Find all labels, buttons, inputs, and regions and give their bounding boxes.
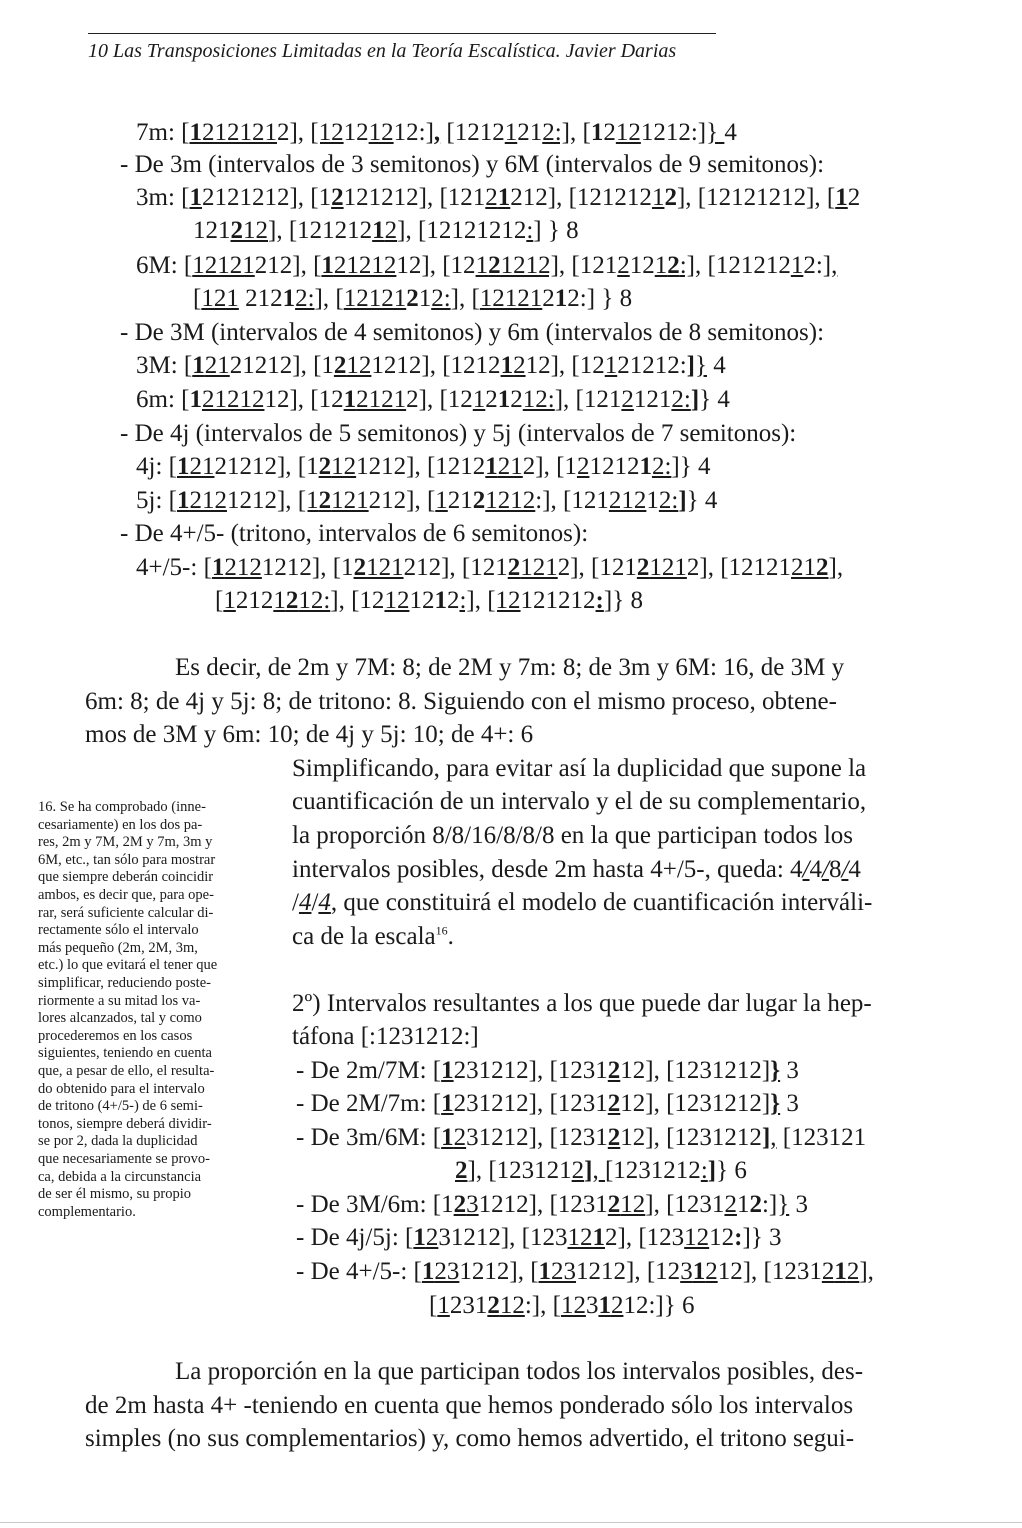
footnote-line: lores alcanzados, tal y como <box>38 1010 202 1027</box>
text-line: Es decir, de 2m y 7M: 8; de 2M y 7m: 8; de 3m y 6M: 16, de 3M y <box>175 654 845 681</box>
footnote-line: que siempre deberán coincidir <box>38 869 214 886</box>
page-bottom-edge <box>0 1522 1022 1523</box>
text-line: - De 2M/7m: [1231212], [1231212], [1231212]} 3 <box>296 1090 799 1117</box>
text-line: - De 3m (intervalos de 3 semitonos) y 6M (intervalos de 9 semitonos): <box>120 151 825 178</box>
text-line: La proporción en la que participan todos los intervalos posibles, des- <box>175 1358 864 1385</box>
footnote-line: 6M, etc., tan sólo para mostrar <box>38 851 216 868</box>
text-line: - De 4j (intervalos de 5 semitonos) y 5j (intervalos de 7 semitonos): <box>120 420 797 447</box>
running-header: 10 Las Transposiciones Limitadas en la Teoría Escalística. Javier Darias <box>88 40 677 62</box>
footnote-line: ambos, es decir que, para ope- <box>38 887 214 903</box>
footnote-line: rar, será suficiente calcular di- <box>38 904 214 921</box>
text-line: 2º) Intervalos resultantes a los que puede dar lugar la hep- <box>292 990 872 1017</box>
text-line: 6m: 8; de 4j y 5j: 8; de tritono: 8. Siguiendo con el mismo proceso, obtene- <box>85 688 837 715</box>
text-line: [1231212:], [1231212:]} 6 <box>429 1292 695 1319</box>
text-line: cuantificación de un intervalo y el de su complementario, <box>292 788 867 815</box>
text-line: 4j: [12121212], [12121212], [12121212], [12121212:]} 4 <box>136 453 711 480</box>
footnote-line: complementario. <box>38 1203 136 1220</box>
text-line: [12121212:], [12121212:], [12121212:]} 8 <box>215 587 643 614</box>
text-line: 4+/5-: [12121212], [12121212], [12121212], [12121212], [12121212], <box>136 554 844 581</box>
footnote-line: rectamente sólo el intervalo <box>38 922 199 939</box>
header-rule <box>88 33 716 34</box>
text-line: - De 3M/6m: [1231212], [1231212], [1231212:]} 3 <box>296 1191 808 1218</box>
footnote-line: do obtenido para el intervalo <box>38 1080 205 1097</box>
footnote-line: de ser él mismo, su propio <box>38 1186 192 1203</box>
text-line: ca de la escala$^{16}$. <box>292 923 454 950</box>
text-line: 5j: [12121212], [12121212], [12121212:], [12121212:]} 4 <box>136 487 718 514</box>
text-line: 7m: [12121212], [12121212:], [12121212:], [12121212:]} 4 <box>136 119 737 146</box>
footnote-line: res, 2m y 7M, 2M y 7m, 3m y <box>38 834 213 851</box>
text-line: - De 3M (intervalos de 4 semitonos) y 6m (intervalos de 8 semitonos): <box>120 319 825 346</box>
footnote-line: riormente a su mitad los va- <box>38 992 201 1009</box>
text-line: intervalos posibles, desde 2m hasta 4+/5-, queda: 4/4/8/4 <box>292 856 861 883</box>
text-line: - De 4j/5j: [1231212], [1231212], [1231212:]} 3 <box>296 1224 782 1251</box>
text-line: - De 3m/6M: [1231212], [1231212], [1231212], [123121 <box>296 1124 867 1151</box>
footnote-line: tonos, siempre deberá dividir- <box>38 1115 212 1132</box>
footnote-line: de tritono (4+/5-) de 6 semi- <box>38 1098 203 1115</box>
footnote-line: se por 2, dada la duplicidad <box>38 1133 198 1150</box>
text-line: [121 21212:], [12121212:], [12121212:] } 8 <box>193 285 633 312</box>
text-line: de 2m hasta 4+ -teniendo en cuenta que hemos ponderado sólo los intervalos <box>85 1392 854 1419</box>
footnote-line: etc.) lo que evitará el tener que <box>38 957 218 974</box>
text-line: Simplificando, para evitar así la duplicidad que supone la <box>292 755 867 782</box>
footnote-line: cesariamente) en los dos pa- <box>38 816 203 833</box>
text-line: - De 4+/5- (tritono, intervalos de 6 semitonos): <box>120 520 589 547</box>
footnote-line: ca, debida a la circunstancia <box>38 1168 202 1185</box>
text-line: 6M: [12121212], [12121212], [12121212], [12121212:], [12121212:], <box>136 252 838 279</box>
text-line: - De 4+/5-: [1231212], [1231212], [1231212], [1231212], <box>296 1258 874 1285</box>
text-line: mos de 3M y 6m: 10; de 4j y 5j: 10; de 4+: 6 <box>85 721 534 748</box>
text-line: simples (no sus complementarios) y, como hemos advertido, el tritono segui- <box>85 1425 855 1452</box>
text-line: /4/4, que constituirá el modelo de cuantificación interváli- <box>292 889 873 916</box>
text-line: 6m: [12121212], [12121212], [12121212:], [12121212:]} 4 <box>136 386 730 413</box>
footnote-line: que, a pesar de ello, el resulta- <box>38 1063 215 1079</box>
text-line: 3m: [12121212], [12121212], [12121212], [12121212], [12121212], [12 <box>136 184 861 211</box>
text-line: 121212], [12121212], [12121212:] } 8 <box>193 217 579 244</box>
text-line: táfona [:1231212:] <box>292 1023 479 1050</box>
footnote-line: siguientes, teniendo en cuenta <box>38 1045 212 1062</box>
footnote-line: más pequeño (2m, 2M, 3m, <box>38 939 198 956</box>
text-line: - De 2m/7M: [1231212], [1231212], [1231212]} 3 <box>296 1057 799 1084</box>
text-line: 2], [1231212], [1231212:]} 6 <box>455 1157 747 1184</box>
text-line: la proporción 8/8/16/8/8/8 en la que participan todos los <box>292 822 853 849</box>
footnote-line: simplificar, reduciendo poste- <box>38 975 211 991</box>
footnote-line: que necesariamente se provo- <box>38 1151 210 1167</box>
text-line: 3M: [12121212], [12121212], [12121212], [12121212:]} 4 <box>136 352 726 379</box>
footnote-line: procederemos en los casos <box>38 1027 193 1044</box>
footnote-line: 16. Se ha comprobado (inne- <box>38 799 206 815</box>
